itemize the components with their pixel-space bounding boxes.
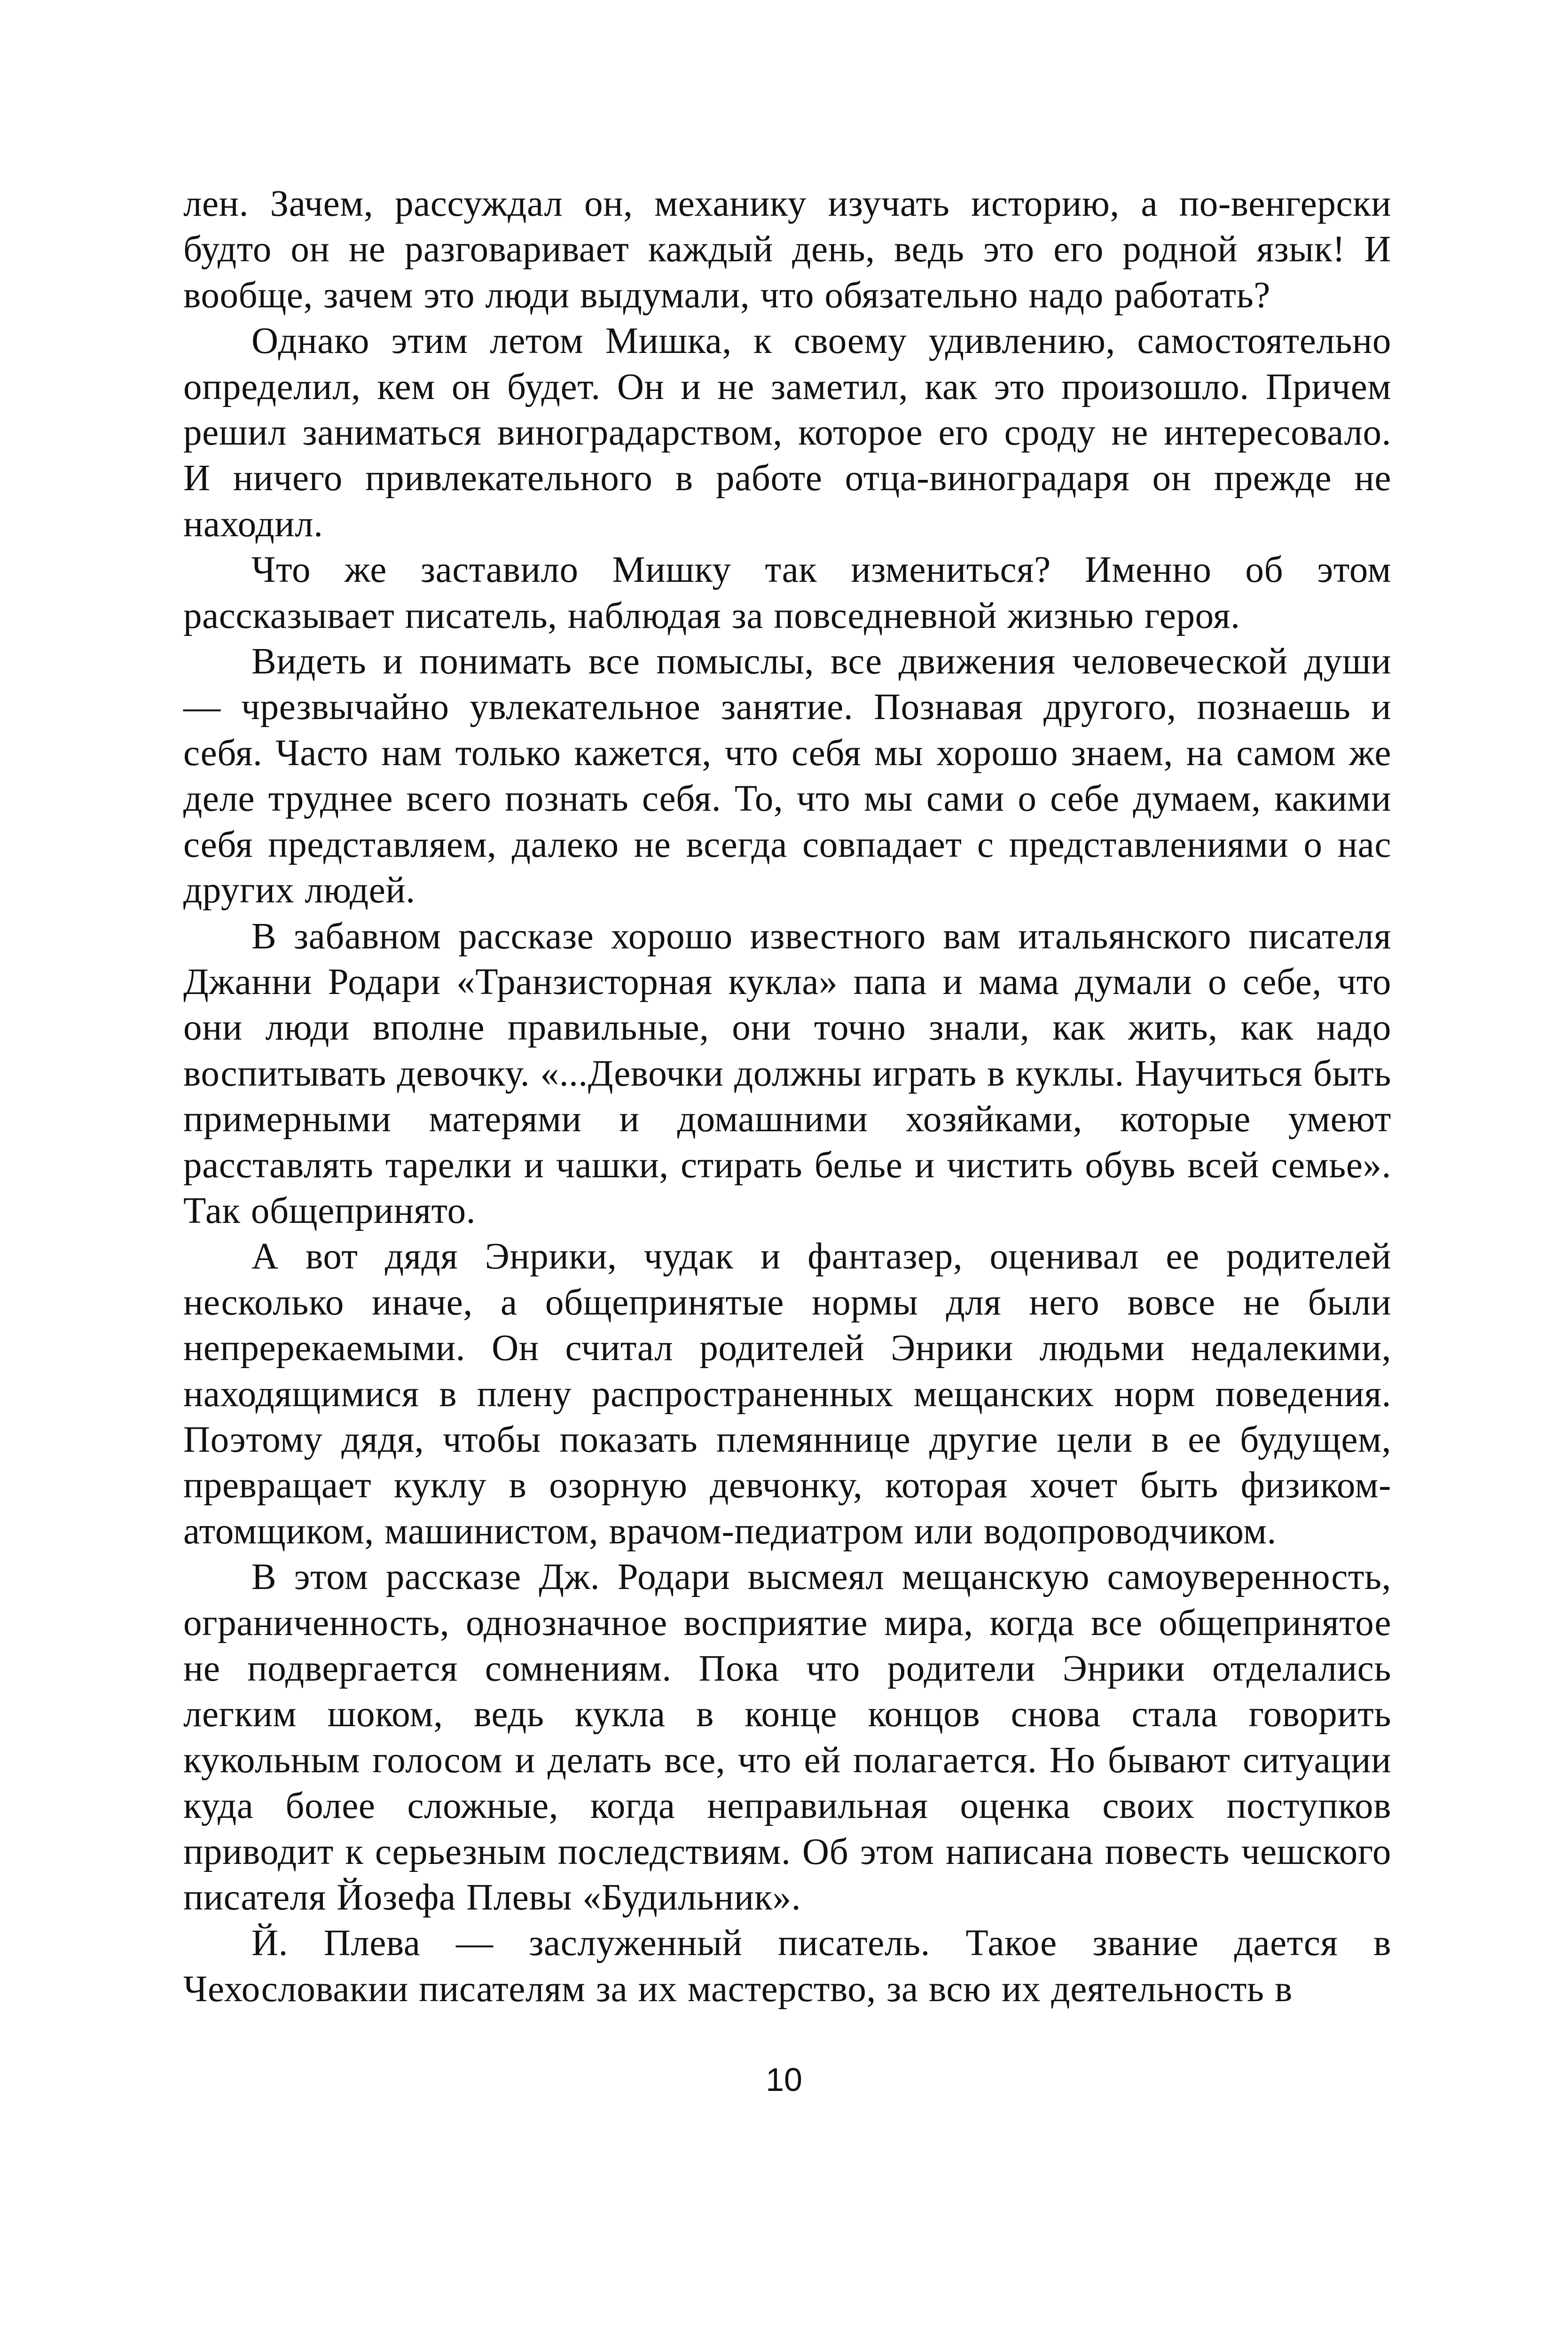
paragraph-5: В забавном рассказе хорошо известного вам итальянского писателя Джанни Родари «Транзисторная кукла» папа и мама думали о себе, что они люди вполне правильные, они точно знали, как жить, как надо воспитывать девочку. «...Девочки должны играть в куклы. Научиться быть примерными матерями и домашними хозяйками, которые умеют расставлять тарелки и чашки, стирать белье и чистить обувь всей семье». Так общепринято. — [183, 916, 1391, 1231]
paragraph-6: А вот дядя Энрики, чудак и фантазер, оценивал ее родителей несколько иначе, а общепринятые нормы для него вовсе не были непререкаемыми. Он считал родителей Энрики людьми недалекими, находящимися в плену распространенных мещанских норм поведения. Поэтому дядя, чтобы показать племяннице другие цели в ее будущем, превращает куклу в озорную девчонку, которая хочет быть физиком-атомщиком, машинистом, врачом-педиатром или водопроводчиком. — [183, 1236, 1391, 1552]
body-text — [183, 181, 1391, 2012]
paragraph-8: Й. Плева — заслуженный писатель. Такое звание дается в Чехословакии писателям за их мастерство, за всю их деятельность в — [183, 1923, 1391, 2010]
paragraph-2: Однако этим летом Мишка, к своему удивлению, самостоятельно определил, кем он будет. Он и не заметил, как это произошло. Причем решил заниматься виноградарством, которое его сроду не интересовало. И ничего привлекательного в работе отца-виноградаря он прежде не находил. — [183, 321, 1391, 545]
paragraph-7: В этом рассказе Дж. Родари высмеял мещанскую самоуверенность, ограниченность, однозначное восприятие мира, когда все общепринятое не подвергается сомнениям. Пока что родители Энрики отделались легким шоком, ведь кукла в конце концов снова стала говорить кукольным голосом и делать все, что ей полагается. Но бывают ситуации куда более сложные, когда неправильная оценка своих поступков приводит к серьезным последствиям. Об этом написана повесть чешского писателя Йозефа Плевы «Будильник». — [183, 1557, 1391, 1918]
paragraph-1: лен. Зачем, рассуждал он, механику изучать историю, а по-венгерски будто он не разговаривает каждый день, ведь это его родной язык! И вообще, зачем это люди выдумали, что обязательно надо работать? — [183, 183, 1391, 316]
page-number: 10 — [766, 2061, 802, 2098]
paragraph-3: Что же заставило Мишку так измениться? Именно об этом рассказывает писатель, наблюдая за повседневной жизнью героя. — [183, 549, 1391, 636]
paragraph-4: Видеть и понимать все помыслы, все движения человеческой души — чрезвычайно увлекательное занятие. Познавая другого, познаешь и себя. Часто нам только кажется, что себя мы хорошо знаем, на самом же деле труднее всего познать себя. То, что мы сами о себе думаем, какими себя представляем, далеко не всегда совпадает с представлениями о нас других людей. — [183, 641, 1391, 911]
